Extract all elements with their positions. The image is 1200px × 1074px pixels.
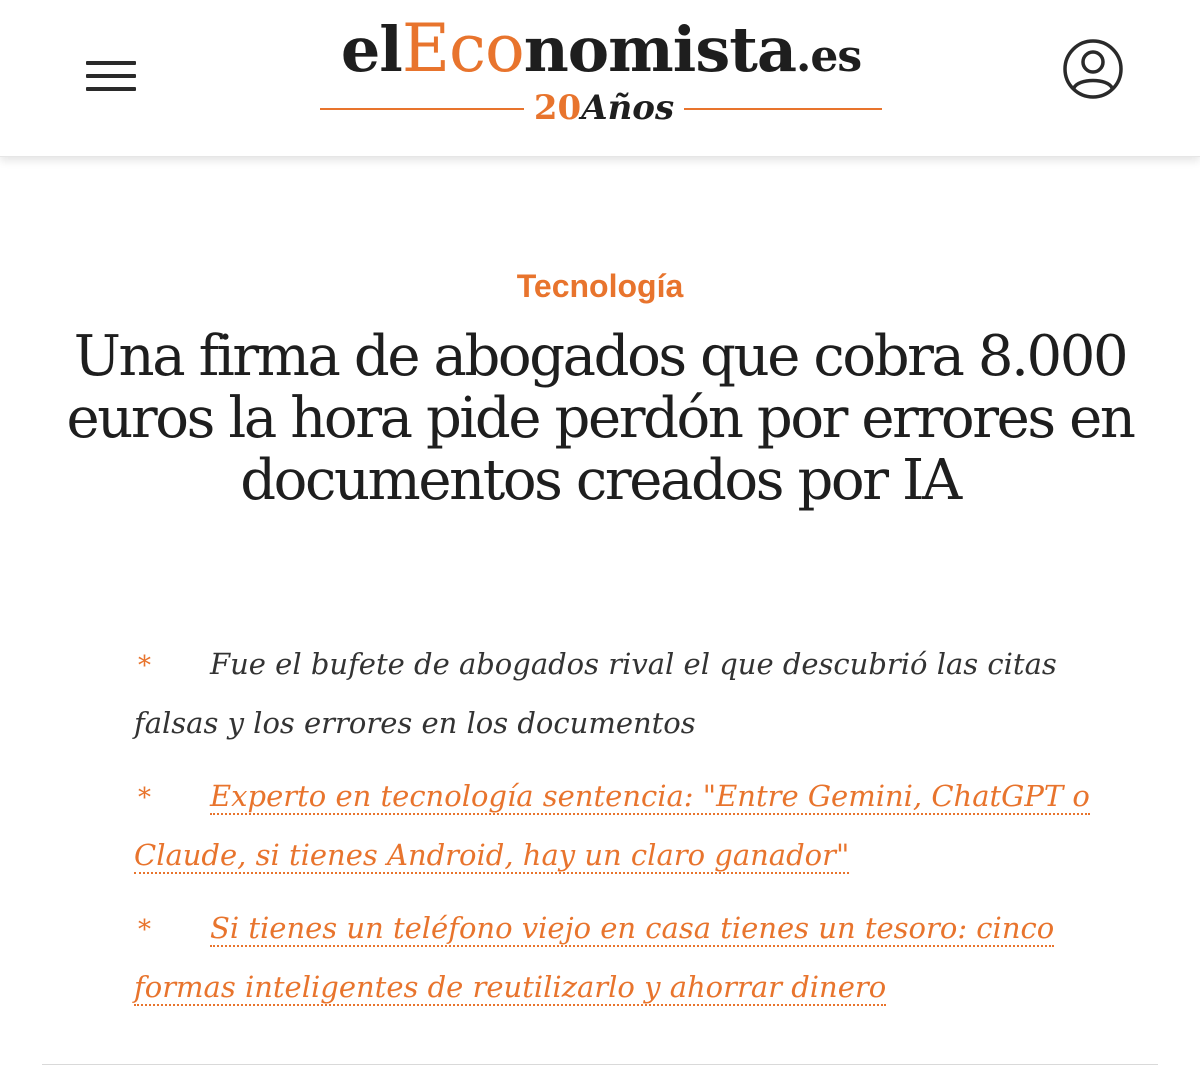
logo-anniversary-word: Años <box>581 88 675 128</box>
menu-bar <box>86 74 136 78</box>
logo-accent: Eco <box>401 10 524 87</box>
bullet-star-icon: * <box>138 651 151 681</box>
site-logo[interactable] <box>316 10 886 134</box>
menu-bar <box>86 87 136 91</box>
divider <box>42 1064 1158 1065</box>
menu-bar <box>86 61 136 65</box>
logo-prefix: el <box>340 13 402 86</box>
logo-rule-left <box>320 108 524 110</box>
logo-tld: .es <box>796 31 862 82</box>
logo-anniversary-number: 20 <box>533 88 582 128</box>
related-article-link[interactable]: Si tienes un teléfono viejo en casa tienes un tesoro: cinco formas inteligentes de reutilizarlo y ahorrar dinero <box>134 911 1055 1004</box>
article-headline: Una firma de abogados que cobra 8.000 euros la hora pide perdón por errores en documentos creados por IA <box>66 324 1134 513</box>
site-header <box>0 0 1200 157</box>
bullet-star-icon: * <box>138 783 151 813</box>
section-tag[interactable]: Tecnología <box>516 268 684 304</box>
summary-text: Fue el bufete de abogados rival el que descubrió las citas falsas y los errores en los documentos <box>134 647 1057 740</box>
logo-anniversary-text <box>528 88 680 128</box>
related-link-item <box>134 768 1144 884</box>
user-account-icon[interactable] <box>1062 38 1124 100</box>
user-account-svg <box>1062 38 1124 100</box>
logo-wordmark <box>316 10 886 87</box>
logo-anniversary <box>316 88 886 128</box>
article-summary-list <box>134 636 1144 1032</box>
related-link-item <box>134 900 1144 1016</box>
logo-rule-right <box>684 108 882 110</box>
logo-suffix: nomista <box>523 13 797 86</box>
hamburger-menu-icon[interactable] <box>86 58 138 96</box>
summary-item <box>134 636 1144 752</box>
related-article-link[interactable]: Experto en tecnología sentencia: "Entre Gemini, ChatGPT o Claude, si tienes Android, hay un claro ganador" <box>134 779 1090 872</box>
bullet-star-icon: * <box>138 915 151 945</box>
